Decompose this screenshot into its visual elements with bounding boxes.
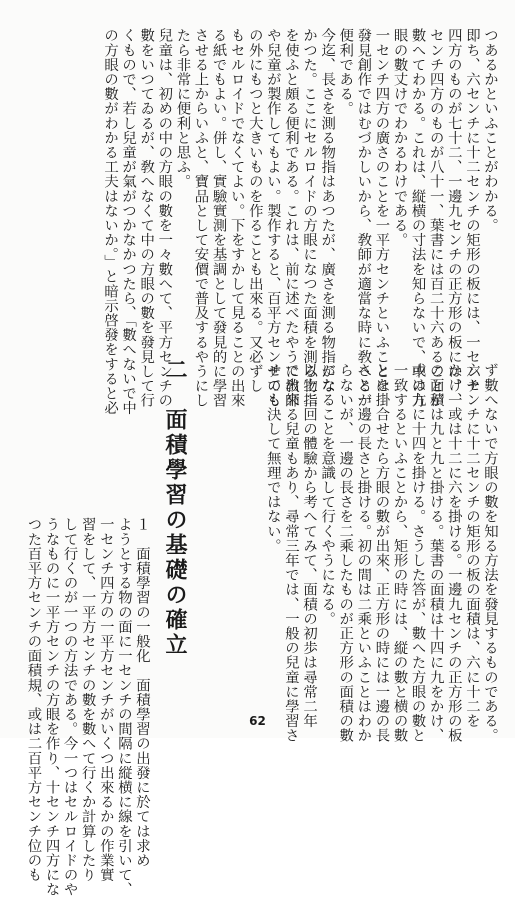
text-line: たら非常に便利と思ふ。 (174, 28, 191, 189)
text-line: 發見創作ではむづかしいから、敎師が適當な時に敎へるが (355, 28, 372, 408)
text-line: る紙でもよい。併し、實驗實測を基調として發見的に學習 (210, 28, 227, 408)
text-line: せても決して無理ではない。 (264, 363, 281, 553)
text-line: もセルロイドでなくてよい。下をすかして見ることの出來 (228, 28, 245, 408)
text-line: させる上からいふと、寶品として安價で普及するやうにし (192, 28, 209, 408)
text-line: 以上二回の體驗から考へてみて、面積の初歩は尋常二年 (301, 363, 318, 728)
text-line: ようとする物の面に一センチの間隔に縦横に線を引いて、 (115, 517, 132, 897)
text-line: つあるかといふことがわかる。 (482, 28, 498, 233)
text-line: して行くのが一つの方法である。今一つはセルロイドのや (61, 517, 78, 897)
text-line: を使ふと頗る便利である。これは、前に述べたやうに敎師 (282, 28, 299, 408)
text-line: さと一邊の長さと掛ける。初の間は二乘といふことはわか (355, 363, 372, 743)
text-line: 今迄、長さを測る物指はあつたが、廣さを測る物指がな (319, 28, 336, 393)
text-line: とを掛合せたら方眼の數が出來、正方形の時には一邊の長 (373, 363, 390, 743)
text-line: つた百平方センチの面積規、或は二百平方センチ位のも (25, 517, 42, 882)
text-line: 或は九に十四を掛ける。さうした答が、數へた方眼の數と (409, 363, 426, 743)
text-line: 數をいつてゐるが、敎へなくて中の方眼の數を發見して行 (138, 28, 155, 408)
text-line: くもので、若し兒童が氣がつかなかつたら、「數へないで中 (120, 28, 137, 415)
text-line: になることを意識して行くやうになる。 (319, 363, 336, 626)
section-heading: 二 面積學習の基礎の確立 (162, 358, 187, 658)
page-number: 62 (249, 714, 266, 728)
text-line: ず數へないで方眼の數を知る方法を發見するものである。 (482, 363, 498, 743)
text-line: の面積は九と九と掛ける。葉書の面積は十四に九をかけ、 (427, 363, 444, 743)
text-line: 習をして、一平方センチの數を數へて行くか計算したり (79, 517, 96, 882)
text-line: センチ四方のものが八十一、葉書には百二十六あることが (427, 28, 444, 408)
text-line: 兒童は、初めの中の方眼の數を一々數へて、平方センチの (156, 28, 173, 408)
text-line: １ 面積學習の一般化 面積學習の出發に於ては求め (134, 517, 150, 868)
text-line: 數へてわかる。これは、縦横の寸法を知らないで、中の方 (409, 28, 426, 408)
text-line: で出來る兒童もあり、尋常三年では、一般の兒童に學習さ (282, 363, 299, 743)
text-line: 即ち、六センチに十二センチの矩形の板には、一センチ (463, 28, 480, 393)
text-line: の外にもつと大きいものを作ることも出來る。又必ずし (246, 28, 263, 393)
text-line: かつた。ここにセルロイドの方眼になつた面積を測る物指 (301, 28, 318, 408)
text-line: の方眼の數がわかる工夫はないか。」と暗示啓發をすると必 (102, 28, 119, 415)
text-line: 一致するといふことから、矩形の時には、縦の數と横の數 (391, 363, 408, 743)
text-line: 四方のものが七十二、一邊九センチの正方形の板には、一 (445, 28, 462, 408)
text-line: 一センチ四方の一平方センチがいくつ出來るかの作業實 (97, 517, 114, 882)
text-line: や兒童が製作してもよい。製作すると、百平方センチのも (264, 28, 281, 408)
lower-left-text-block (15, 517, 151, 897)
text-line: 便利である。 (337, 28, 354, 116)
text-line: うなものに一平方センチの方眼を作り、十センチ四方にな (43, 517, 60, 897)
text-line: 六センチに十二センチの矩形の板の面積は、六に十二を (463, 363, 480, 728)
text-line: 一センチ四方の廣さのことを一平方センチといふことは (373, 28, 390, 393)
text-line: らないが、一邊の長さを二乘したものが正方形の面積の數 (337, 363, 354, 743)
upper-text-block (15, 28, 499, 415)
text-line: 眼の數丈けでわかるわけである。 (391, 28, 408, 247)
text-line: かけ、或は十二に六を掛ける。一邊九センチの正方形の板 (445, 363, 462, 743)
